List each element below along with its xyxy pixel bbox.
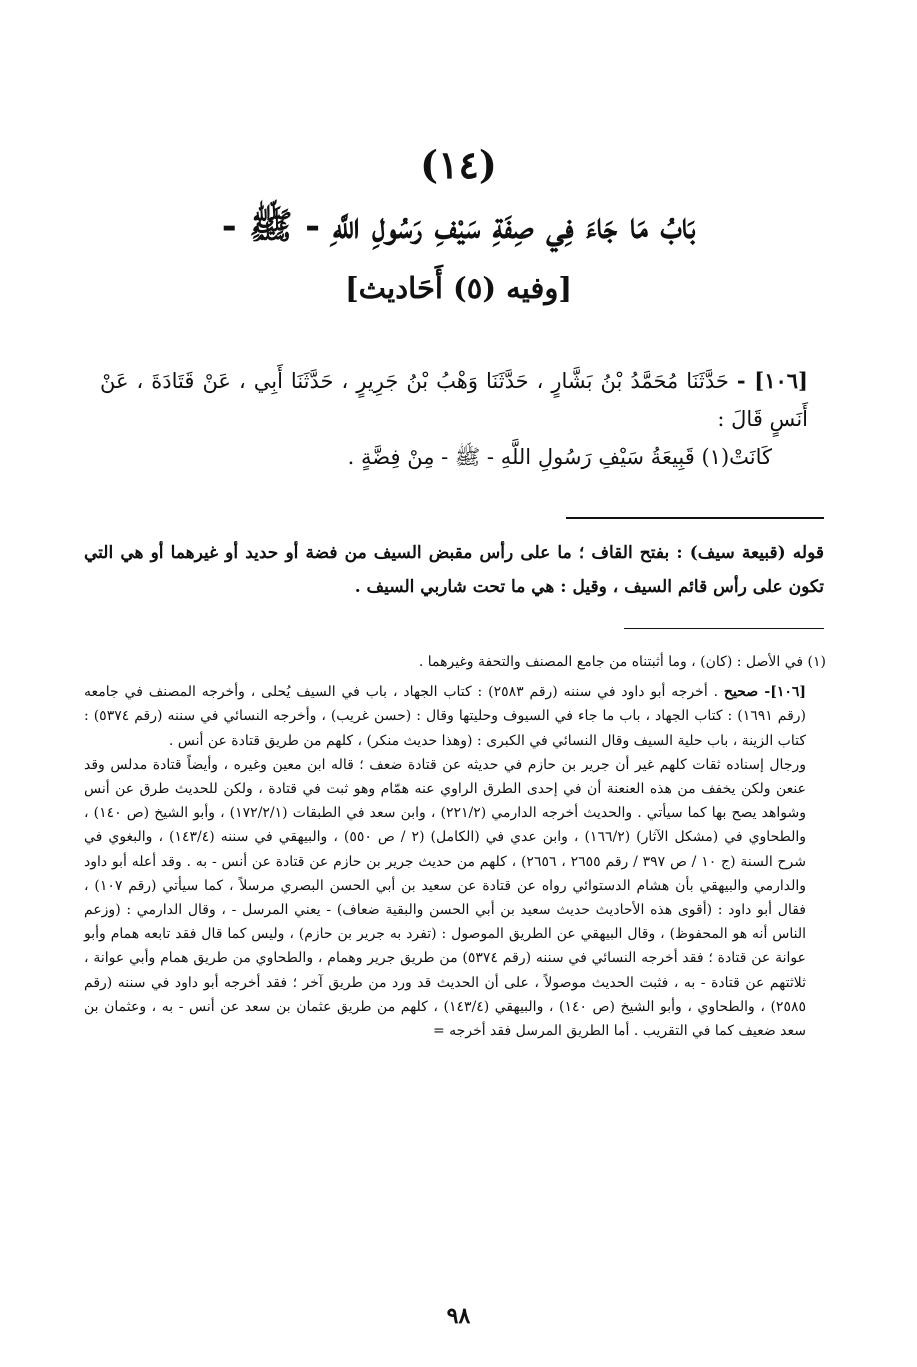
chapter-number: (١٤) — [420, 142, 497, 187]
footnote-separator — [624, 628, 824, 629]
hadith-matn: كَانَتْ(١) قَبِيعَةُ سَيْفِ رَسُولِ اللَّهِ - ﷺ - مِنْ فِضَّةٍ . — [347, 445, 772, 469]
word-gloss — [84, 536, 824, 604]
hadith-isnad-text: حَدَّثَنَا مُحَمَّدُ بْنُ بَشَّارٍ ، حَدَّثَنَا وَهْبُ بْنُ جَرِيرٍ ، حَدَّثَنَا أَبِي ، عَنْ قَتَادَةَ ، عَنْ أَنَسٍ قَالَ : — [100, 369, 808, 431]
analysis-paragraph: ورجال إسناده ثقات كلهم غير أن جرير بن حازم في حديثه عن قتادة ضعف ؛ قاله ابن معين وغيره ، وأيضاً قتادة مدلس وقد عنعن ولكن يخفف من هذه العنعنة أن في إحدى الطرق الراوي عنه همّام وهو ثبت في قتادة ، ولكن للحديث طرق عن أنس وشواهد يصح بها كما سيأتي . والحديث أخرجه الدارمي (٢٢١/٢) ، وابن سعد في الطبقات (١٧٢/٢/١) ، وأبو الشيخ (ص ١٤٠) ، والطحاوي في (مشكل الآثار) (١٦٦/٢) ، وابن عدي في (الكامل) (٢ / ص ٥٥٠) ، والبيهقي في سننه (١٤٣/٤) ، والبغوي في شرح السنة (ج ١٠ / ص ٣٩٧ / رقم ٢٦٥٥ ، ٢٦٥٦) ، كلهم من حديث جرير بن حازم عن قتادة عن أنس - به . وقد أعله أبو داود والدارمي والبيهقي بأن هشام الدستوائي رواه عن قتادة عن سعيد بن أبي الحسن البصري مرسلاً ، كما سيأتي (رقم ١٠٧) ، فقال أبو داود : (أقوى هذه الأحاديث حديث سعيد بن أبي الحسن والبقية ضعاف) - يعني المرسل - ، وقال الدارمي : (وزعم الناس أنه هو المحفوظ) ، وقال البيهقي عن الطريق الموصول : (تفرد به جرير بن حازم) ، وليس كما قال فقد تابعه همام وأبو عوانة عن قتادة ؛ فقد أخرجه النسائي في سننه (رقم ٥٣٧٤) من طريق جرير وهمام ، والطحاوي من طريق همام وأبي عوانة ، ثلاثتهم عن قتادة - به ، فثبت الحديث موصولاً ، على أن الحديث قد ورد من طريق آخر ؛ فقد أخرجه أبو داود في سننه (رقم ٢٥٨٥) ، والطحاوي ، وأبو الشيخ (ص ١٤٠) ، والبيهقي (١٤٣/٤) ، كلهم من طريق عثمان بن سعد عن أنس - به ، وعثمان بن سعد ضعيف كما في التقريب . أما الطريق المرسل فقد أخرجه = — [84, 756, 807, 1040]
footnote-1: (١) في الأصل : (كان) ، وما أثبتناه من جامع المصنف والتحفة وغيرهما . — [418, 654, 826, 670]
chapter-subtitle: [وفيه (٥) أَحَاديث] — [344, 271, 573, 305]
hadith-number: [١٠٦] - — [736, 368, 808, 393]
footnotes — [84, 650, 826, 1043]
page-number: ٩٨ — [446, 1303, 471, 1329]
hadith-text — [100, 362, 808, 476]
chapter-title: بَابُ مَا جَاءَ فِي صِفَةِ سَيْفِ رَسُولِ اللَّهِ - ﷺ - — [221, 205, 696, 247]
takhrij-label: [١٠٦]- صحيح — [723, 684, 807, 701]
gloss-text: قوله (قبيعة سيف) : بفتح القاف ؛ ما على رأس مقبض السيف من فضة أو حديد أو غيرهما أو هي التي تكون على رأس قائم السيف ، وقيل : هي ما تحت شاربي السيف . — [84, 543, 824, 597]
takhrij-text: . أخرجه أبو داود في سننه (رقم ٢٥٨٣) : كتاب الجهاد ، باب في السيف يُحلى ، وأخرجه المصنف في جامعه (رقم ١٦٩١) : كتاب الجهاد ، باب ما جاء في السيوف وحليتها وقال : (حسن غريب) ، وأخرجه النسائي في سننه (رقم ٥٣٧٤) : كتاب الزينة ، باب حلية السيف وقال النسائي في الكبرى : (وهذا حديث منكر) ، كلهم من طريق قتادة عن أنس . — [84, 684, 806, 749]
separator-rule — [566, 517, 824, 519]
hadith-isnad — [100, 362, 808, 438]
takhrij-paragraph — [84, 680, 826, 753]
